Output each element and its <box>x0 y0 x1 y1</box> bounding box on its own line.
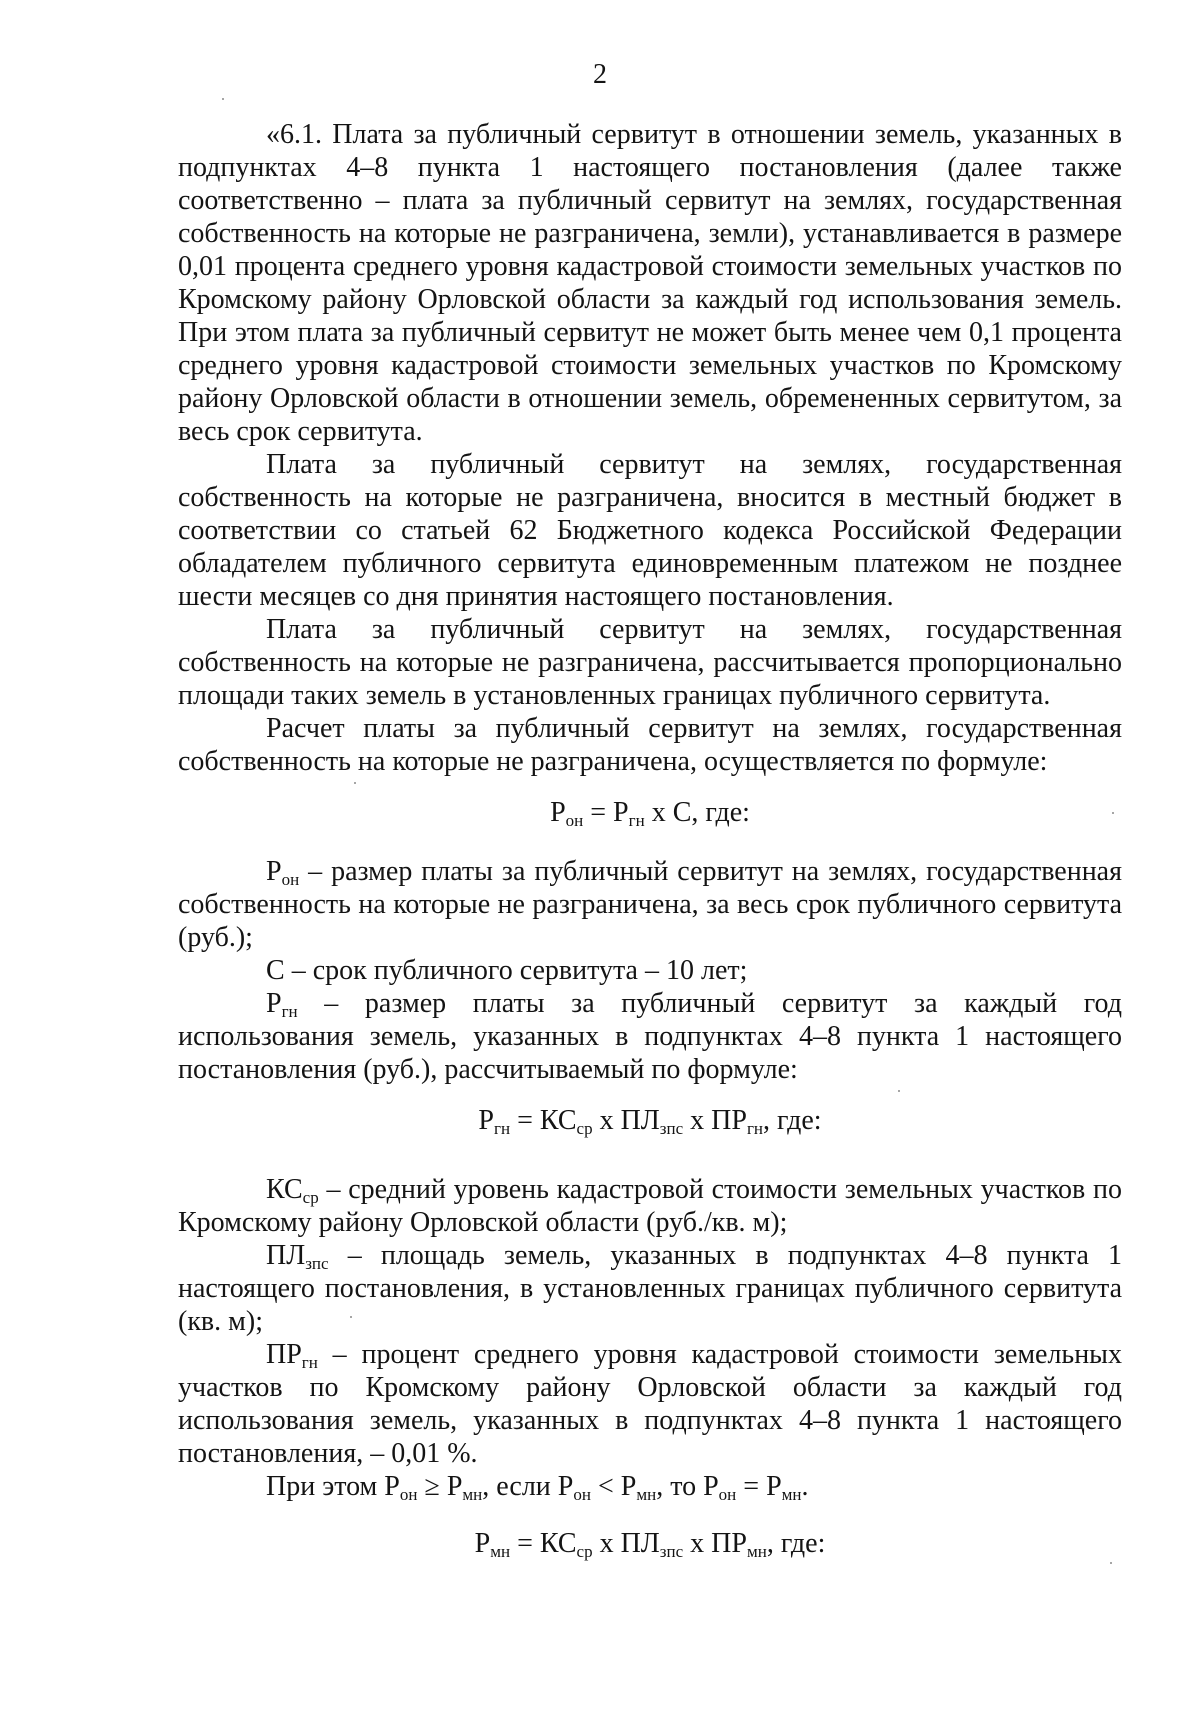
definition-ks-sr <box>178 1173 1122 1239</box>
formula-tail: , где: <box>763 1105 822 1136</box>
formula-operator: х <box>592 1105 621 1136</box>
definition-text: – средний уровень кадастровой стоимости земельных участков по Кромскому району Орловской области (руб./кв. м); <box>178 1174 1122 1238</box>
formula-tail: х С, где: <box>644 797 750 828</box>
scan-speck <box>354 782 356 784</box>
formula-symbol: ПЛ <box>620 1105 660 1136</box>
condition-text: . <box>801 1471 809 1502</box>
formula-operator: = <box>510 1105 540 1136</box>
definition-symbol: С <box>266 955 285 986</box>
scan-speck <box>1110 1562 1112 1564</box>
definition-subscript: гн <box>301 1353 318 1372</box>
condition-text: При этом Р <box>266 1471 400 1502</box>
formula-symbol: Р <box>474 1528 491 1559</box>
condition-r-on-r-mn <box>178 1470 1122 1503</box>
definition-subscript: гн <box>281 1002 298 1021</box>
formula-symbol: ПЛ <box>620 1528 660 1559</box>
scan-speck <box>898 1090 900 1092</box>
formula-operator: х <box>683 1528 712 1559</box>
formula-operator: = <box>583 797 614 828</box>
formula-tail: , где: <box>766 1528 826 1559</box>
formula-r-gn <box>178 1104 1122 1137</box>
paragraph-payment-deposit: Плата за публичный сервитут на землях, государственная собственность на которые не разграничена, вносится в местный бюджет в соответствии со статьей 62 Бюджетного кодекса Российской Федерации обладателем публичного сервитута единовременным платежом не позднее шести месяцев со дня принятия настоящего постановления. <box>178 449 1122 612</box>
formula-subscript: зпс <box>659 1119 684 1138</box>
condition-subscript: мн <box>636 1485 657 1504</box>
condition-text: < Р <box>590 1471 637 1502</box>
condition-subscript: он <box>573 1485 591 1504</box>
definition-symbol: Р <box>266 856 282 887</box>
definition-pr-gn <box>178 1338 1122 1470</box>
condition-subscript: мн <box>781 1485 802 1504</box>
formula-subscript: ср <box>576 1542 593 1561</box>
formula-symbol: ПР <box>711 1528 747 1559</box>
scan-speck <box>222 98 224 100</box>
formula-operator: х <box>592 1528 621 1559</box>
formula-symbol: Р <box>550 797 566 828</box>
condition-text: = Р <box>736 1471 782 1502</box>
formula-operator: х <box>683 1105 712 1136</box>
formula-subscript: гн <box>628 811 645 830</box>
paragraph-6-1: «6.1. Плата за публичный сервитут в отношении земель, указанных в подпунктах 4–8 пункта 1 настоящего постановления (далее также соответственно – плата за публичный сервитут на землях, государственная собственность на которые не разграничена, земли), устанавливается в размере 0,01 процента среднего уровня кадастровой стоимости земельных участков по Кромскому району Орловской области за каждый год использования земель. При этом плата за публичный сервитут не может быть менее чем 0,1 процента среднего уровня кадастровой стоимости земельных участков по Кромскому району Орловской области в отношении земель, обремененных сервитутом, за весь срок сервитута. <box>178 119 1122 447</box>
formula-symbol: КС <box>539 1105 577 1136</box>
formula-symbol: Р <box>478 1105 494 1136</box>
definition-symbol: ПЛ <box>266 1240 306 1271</box>
definition-text: – площадь земель, указанных в подпунктах 4–8 пункта 1 настоящего постановления, в установленных границах публичного сервитута (кв. м); <box>178 1240 1122 1337</box>
definition-subscript: он <box>281 870 300 889</box>
formula-subscript: мн <box>746 1542 767 1561</box>
formula-r-on <box>178 796 1122 829</box>
condition-subscript: он <box>399 1485 418 1504</box>
formula-subscript: он <box>565 811 584 830</box>
document-body <box>178 118 1122 1560</box>
definition-text: – срок публичного сервитута – 10 лет; <box>284 955 748 986</box>
formula-operator: = <box>510 1528 540 1559</box>
definition-symbol: Р <box>266 988 282 1019</box>
definition-subscript: зпс <box>305 1254 329 1273</box>
definition-c <box>178 954 1122 987</box>
formula-symbol: ПР <box>711 1105 747 1136</box>
definition-text: – процент среднего уровня кадастровой стоимости земельных участков по Кромскому району Орловской области за каждый год использования земель, указанных в подпунктах 4–8 пункта 1 настоящего постановления, – 0,01 %. <box>178 1339 1122 1469</box>
page-number: 2 <box>593 59 607 90</box>
condition-text: , если Р <box>482 1471 574 1502</box>
scan-speck <box>1112 812 1114 814</box>
paragraph-payment-proportional: Плата за публичный сервитут на землях, государственная собственность на которые не разграничена, рассчитывается пропорционально площади таких земель в установленных границах публичного сервитута. <box>178 614 1122 711</box>
condition-text: ≥ Р <box>417 1471 463 1502</box>
formula-subscript: гн <box>746 1119 764 1138</box>
formula-r-mn <box>178 1527 1122 1560</box>
formula-symbol: КС <box>539 1528 577 1559</box>
scan-speck <box>350 1316 352 1318</box>
definition-text: – размер платы за публичный сервитут за каждый год использования земель, указанных в подпунктах 4–8 пункта 1 настоящего постановления (руб.), рассчитываемый по формуле: <box>178 988 1122 1085</box>
definition-symbol: КС <box>266 1174 303 1205</box>
definition-symbol: ПР <box>266 1339 302 1370</box>
formula-subscript: гн <box>494 1119 511 1138</box>
definition-text: – размер платы за публичный сервитут на землях, государственная собственность на которые не разграничена, за весь срок публичного сервитута (руб.); <box>178 856 1122 953</box>
condition-subscript: мн <box>462 1485 483 1504</box>
formula-subscript: ср <box>576 1119 593 1138</box>
definition-subscript: ср <box>302 1188 319 1207</box>
definition-r-gn <box>178 987 1122 1086</box>
condition-text: , то Р <box>656 1471 719 1502</box>
condition-subscript: он <box>718 1485 737 1504</box>
definition-pl-zps <box>178 1239 1122 1338</box>
formula-subscript: зпс <box>659 1542 684 1561</box>
paragraph-calculation-intro: Расчет платы за публичный сервитут на землях, государственная собственность на которые не разграничена, осуществляется по формуле: <box>178 713 1122 777</box>
formula-symbol: Р <box>613 797 629 828</box>
definition-r-on <box>178 855 1122 954</box>
formula-subscript: мн <box>490 1542 511 1561</box>
